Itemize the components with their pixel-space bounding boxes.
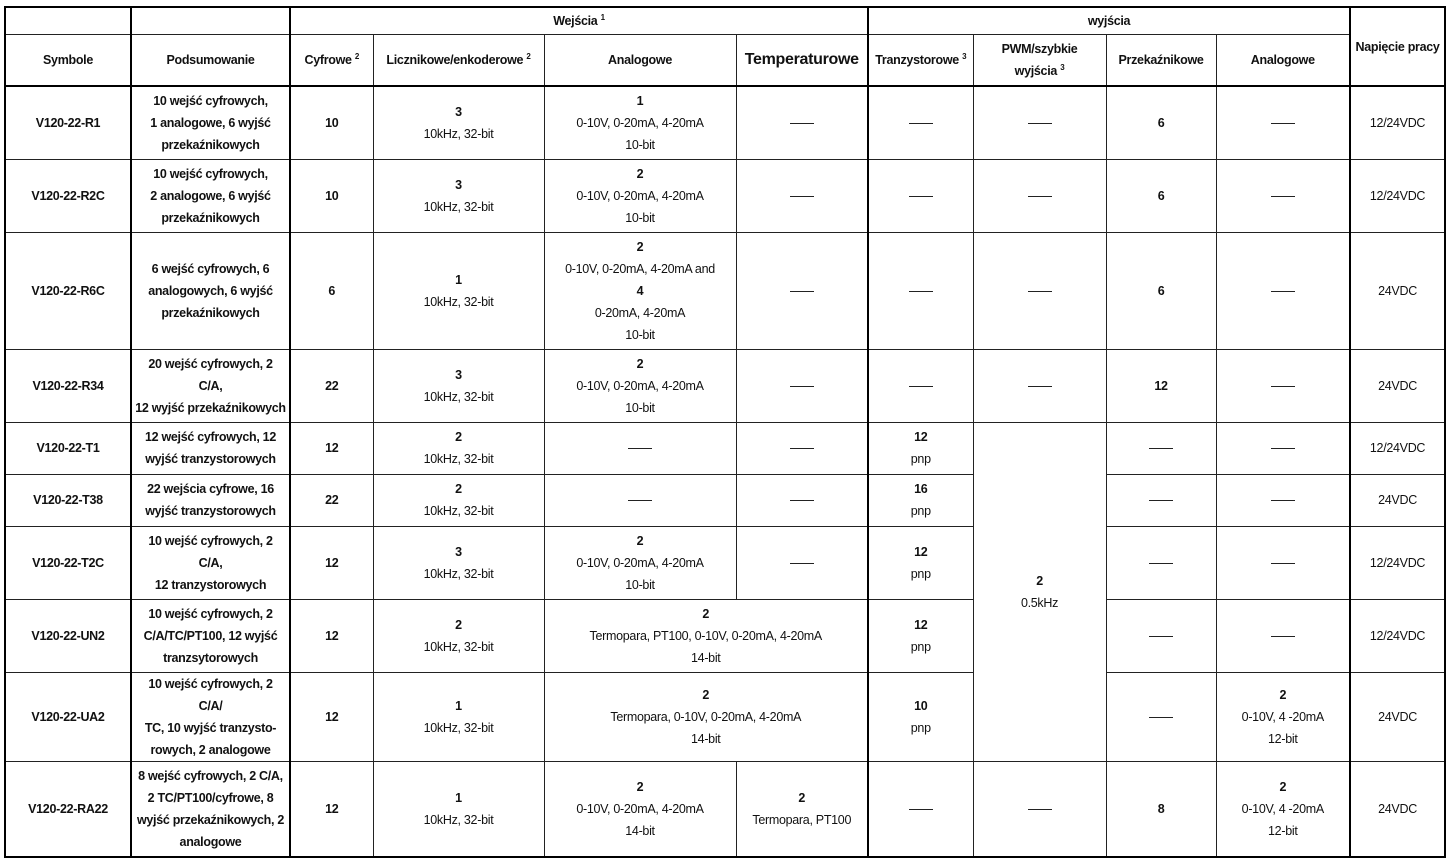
- analog-in-range: 0-10V, 0-20mA, 4-20mA: [576, 801, 704, 816]
- summary-line: wyjść przekaźnikowych, 2: [136, 812, 285, 827]
- transistor-type: pnp: [910, 452, 931, 466]
- dash-icon: [1149, 563, 1173, 564]
- dash-icon: [1028, 196, 1052, 197]
- counter-spec: 10kHz, 32-bit: [423, 452, 494, 466]
- dash-icon: [790, 448, 814, 449]
- summary-line: 10 wejść cyfrowych,: [153, 93, 268, 108]
- digital-cell: [290, 86, 373, 159]
- digital-value: 22: [325, 493, 339, 507]
- dash-icon: [1149, 448, 1173, 449]
- analog-out-cell: [1216, 474, 1350, 526]
- table-row: [5, 672, 1445, 761]
- transistor-cell: [868, 526, 973, 599]
- analog-out-count: 2: [1279, 687, 1287, 702]
- digital-value: 10: [325, 188, 339, 203]
- digital-cell: [290, 761, 373, 857]
- pwm-count: 2: [1036, 573, 1043, 588]
- relay-cell: [1106, 761, 1216, 857]
- header-digital: [290, 35, 373, 87]
- voltage-cell: 12/24VDC: [1350, 599, 1445, 672]
- digital-cell: [290, 422, 373, 474]
- transistor-cell: [868, 349, 973, 422]
- dash-icon: [1028, 809, 1052, 810]
- table-row: [5, 349, 1445, 422]
- summary-line: 8 wejść cyfrowych, 2 C/A,: [138, 768, 283, 783]
- header-summary: Podsumowanie: [131, 35, 290, 87]
- digital-value: 12: [325, 628, 339, 643]
- relay-value: 12: [1154, 378, 1168, 393]
- summary-cell: [131, 159, 290, 232]
- transistor-type: pnp: [910, 720, 931, 735]
- relay-value: 6: [1157, 283, 1165, 298]
- analog-out-cell: [1216, 159, 1350, 232]
- summary-line: 10 wejść cyfrowych, 2 C/A/: [148, 676, 273, 713]
- counter-count: 2: [455, 430, 462, 444]
- summary-line: 22 wejścia cyfrowe, 16: [147, 482, 274, 496]
- transistor-cell: [868, 761, 973, 857]
- outputs-group-header: [868, 7, 1350, 35]
- transistor-cell: [868, 474, 973, 526]
- analog-out-cell: [1216, 761, 1350, 857]
- counter-cell: [373, 86, 544, 159]
- counter-cell: [373, 672, 544, 761]
- dash-icon: [1271, 500, 1295, 501]
- group-header-row: [5, 7, 1445, 35]
- analog-in-cell: [544, 526, 736, 599]
- digital-cell: [290, 159, 373, 232]
- transistor-cell: [868, 422, 973, 474]
- header-relay: Przekaźnikowe: [1106, 35, 1216, 87]
- pwm-frequency: 0.5kHz: [1020, 595, 1059, 610]
- summary-cell: [131, 526, 290, 599]
- digital-cell: [290, 672, 373, 761]
- analog-temp-count: 2: [702, 687, 710, 702]
- relay-cell: [1106, 232, 1216, 349]
- transistor-cell: [868, 86, 973, 159]
- analog-in-range: 0-10V, 0-20mA, 4-20mA and: [565, 261, 715, 276]
- counter-count: 1: [455, 790, 462, 805]
- transistor-count: 16: [914, 482, 928, 496]
- spec-table: [4, 6, 1446, 858]
- counter-cell: [373, 761, 544, 857]
- pwm-cell: [973, 86, 1106, 159]
- pwm-cell: [973, 232, 1106, 349]
- analog-in-count: 2: [636, 356, 644, 371]
- dash-icon: [628, 448, 652, 449]
- summary-line: tranzsytorowych: [163, 650, 258, 665]
- dash-icon: [790, 563, 814, 564]
- analog-in-cell: [544, 474, 736, 526]
- relay-value: 6: [1157, 188, 1165, 203]
- analog-in-range: 0-10V, 0-20mA, 4-20mA: [576, 115, 704, 130]
- summary-line: 10 wejść cyfrowych, 2 C/A,: [148, 533, 273, 570]
- counter-count: 3: [455, 544, 462, 559]
- summary-line: wyjść tranzystorowych: [145, 504, 276, 518]
- temperature-cell: [736, 474, 868, 526]
- analog-out-cell: [1216, 349, 1350, 422]
- pwm-shared-cell: [973, 422, 1106, 761]
- analog-in-resolution: 10-bit: [625, 327, 655, 342]
- dash-icon: [1271, 291, 1295, 292]
- summary-cell: [131, 672, 290, 761]
- transistor-type: pnp: [910, 504, 931, 518]
- pwm-cell: [973, 159, 1106, 232]
- digital-cell: [290, 349, 373, 422]
- voltage-cell: 24VDC: [1350, 761, 1445, 857]
- dash-icon: [628, 500, 652, 501]
- symbol-cell: V120-22-T1: [5, 422, 131, 474]
- analog-in-count: 2: [636, 779, 644, 794]
- summary-line: przekaźnikowych: [161, 137, 260, 152]
- counter-cell: [373, 526, 544, 599]
- temperature-cell: [736, 761, 868, 857]
- analog-in-resolution: 10-bit: [625, 137, 655, 152]
- analog-in-count-2: 4: [636, 283, 644, 298]
- pwm-cell: [973, 761, 1106, 857]
- transistor-cell: [868, 599, 973, 672]
- summary-line: 1 analogowe, 6 wyjść: [150, 115, 271, 130]
- header-analog-inputs: Analogowe: [544, 35, 736, 87]
- dash-icon: [909, 196, 933, 197]
- counter-cell: [373, 599, 544, 672]
- counter-cell: [373, 349, 544, 422]
- header-counter-label: Licznikowe/enkoderowe: [386, 53, 524, 67]
- header-pwm-line1: PWM/szybkie: [1001, 42, 1078, 56]
- header-transistor: [868, 35, 973, 87]
- table-row: [5, 86, 1445, 159]
- analog-out-resolution: 12-bit: [1268, 731, 1298, 746]
- inputs-group-label: Wejścia: [553, 14, 598, 28]
- dash-icon: [1271, 448, 1295, 449]
- dash-icon: [909, 123, 933, 124]
- transistor-type: pnp: [910, 566, 931, 581]
- relay-cell: [1106, 159, 1216, 232]
- relay-cell: [1106, 349, 1216, 422]
- analog-in-cell: [544, 232, 736, 349]
- dash-icon: [790, 123, 814, 124]
- temperature-count: 2: [798, 790, 806, 805]
- temperature-cell: [736, 159, 868, 232]
- table-row: [5, 761, 1445, 857]
- transistor-type: pnp: [910, 639, 931, 654]
- summary-line: 12 wyjść przekaźnikowych: [135, 400, 286, 415]
- voltage-cell: 12/24VDC: [1350, 422, 1445, 474]
- counter-count: 1: [455, 698, 462, 713]
- analog-in-cell: [544, 86, 736, 159]
- analog-temp-cell: [544, 599, 868, 672]
- temperature-cell: [736, 232, 868, 349]
- summary-line: przekaźnikowych: [161, 210, 260, 225]
- digital-value: 12: [325, 441, 339, 455]
- footnote-marker: 1: [600, 12, 605, 22]
- temperature-cell: [736, 526, 868, 599]
- analog-out-cell: [1216, 232, 1350, 349]
- header-symbol: Symbole: [5, 35, 131, 87]
- relay-value: 6: [1157, 115, 1165, 130]
- symbol-cell: V120-22-R6C: [5, 232, 131, 349]
- transistor-count: 10: [914, 698, 928, 713]
- dash-icon: [1028, 291, 1052, 292]
- dash-icon: [790, 291, 814, 292]
- analog-in-cell: [544, 761, 736, 857]
- analog-in-resolution: 10-bit: [625, 210, 655, 225]
- analog-in-cell: [544, 159, 736, 232]
- dash-icon: [1149, 636, 1173, 637]
- dash-icon: [1149, 717, 1173, 718]
- counter-count: 2: [455, 482, 462, 496]
- counter-spec: 10kHz, 32-bit: [423, 504, 494, 518]
- analog-in-resolution: 10-bit: [625, 400, 655, 415]
- summary-line: 10 wejść cyfrowych, 2: [148, 606, 273, 621]
- voltage-cell: 24VDC: [1350, 349, 1445, 422]
- table-row: [5, 474, 1445, 526]
- analog-in-range: 0-10V, 0-20mA, 4-20mA: [576, 188, 704, 203]
- digital-cell: [290, 474, 373, 526]
- summary-line: 20 wejść cyfrowych, 2 C/A,: [148, 356, 273, 393]
- digital-value: 12: [325, 801, 339, 816]
- transistor-cell: [868, 159, 973, 232]
- voltage-cell: 12/24VDC: [1350, 526, 1445, 599]
- summary-line: 2 TC/PT100/cyfrowe, 8: [147, 790, 274, 805]
- pwm-cell: [973, 349, 1106, 422]
- analog-out-cell: [1216, 599, 1350, 672]
- symbol-cell: V120-22-R34: [5, 349, 131, 422]
- summary-line: C/A/TC/PT100, 12 wyjść: [143, 628, 278, 643]
- analog-out-cell: [1216, 422, 1350, 474]
- transistor-count: 12: [914, 430, 928, 444]
- analog-in-range: 0-10V, 0-20mA, 4-20mA: [576, 555, 704, 570]
- dash-icon: [790, 196, 814, 197]
- dash-icon: [1149, 500, 1173, 501]
- analog-out-range: 0-10V, 4 -20mA: [1241, 709, 1324, 724]
- voltage-cell: 24VDC: [1350, 232, 1445, 349]
- dash-icon: [790, 386, 814, 387]
- analog-out-cell: [1216, 526, 1350, 599]
- transistor-cell: [868, 672, 973, 761]
- summary-line: przekaźnikowych: [161, 305, 260, 320]
- digital-cell: [290, 599, 373, 672]
- temperature-cell: [736, 86, 868, 159]
- summary-cell: [131, 232, 290, 349]
- counter-spec: 10kHz, 32-bit: [423, 199, 494, 214]
- summary-cell: [131, 599, 290, 672]
- dash-icon: [790, 500, 814, 501]
- counter-spec: 10kHz, 32-bit: [423, 720, 494, 735]
- voltage-cell: 24VDC: [1350, 474, 1445, 526]
- footnote-marker: 2: [354, 51, 360, 61]
- counter-cell: [373, 422, 544, 474]
- voltage-cell: 12/24VDC: [1350, 159, 1445, 232]
- counter-count: 2: [455, 617, 462, 632]
- counter-spec: 10kHz, 32-bit: [423, 566, 494, 581]
- summary-line: analogowych, 6 wyjść: [148, 283, 273, 298]
- dash-icon: [909, 809, 933, 810]
- dash-icon: [909, 386, 933, 387]
- symbol-cell: V120-22-T2C: [5, 526, 131, 599]
- digital-value: 6: [328, 283, 336, 298]
- digital-value: 12: [325, 709, 339, 724]
- empty-corner-cell: [131, 7, 290, 35]
- dash-icon: [1028, 386, 1052, 387]
- voltage-cell: 12/24VDC: [1350, 86, 1445, 159]
- summary-line: 10 wejść cyfrowych,: [153, 166, 268, 181]
- counter-spec: 10kHz, 32-bit: [423, 294, 494, 309]
- temperature-cell: [736, 422, 868, 474]
- inputs-group-header: [290, 7, 868, 35]
- counter-cell: [373, 474, 544, 526]
- header-temperature: Temperaturowe: [736, 35, 868, 87]
- summary-line: TC, 10 wyjść tranzysto-: [144, 720, 277, 735]
- header-counter: [373, 35, 544, 87]
- summary-cell: [131, 349, 290, 422]
- dash-icon: [1271, 196, 1295, 197]
- symbol-cell: V120-22-R2C: [5, 159, 131, 232]
- summary-cell: [131, 474, 290, 526]
- digital-value: 12: [325, 555, 339, 570]
- summary-line: wyjść tranzystorowych: [145, 452, 276, 466]
- relay-value: 8: [1157, 801, 1165, 816]
- analog-out-count: 2: [1279, 779, 1287, 794]
- analog-in-count: 1: [636, 93, 644, 108]
- analog-in-count: 2: [636, 533, 644, 548]
- table-row: [5, 599, 1445, 672]
- counter-count: 1: [455, 272, 462, 287]
- counter-spec: 10kHz, 32-bit: [423, 389, 494, 404]
- dash-icon: [1028, 123, 1052, 124]
- counter-spec: 10kHz, 32-bit: [423, 639, 494, 654]
- summary-line: 6 wejść cyfrowych, 6: [151, 261, 270, 276]
- analog-in-range-2: 0-20mA, 4-20mA: [594, 305, 686, 320]
- summary-line: rowych, 2 analogowe: [150, 742, 271, 757]
- voltage-cell: 24VDC: [1350, 672, 1445, 761]
- transistor-count: 12: [914, 544, 928, 559]
- analog-in-count: 2: [636, 239, 644, 254]
- summary-line: 12 wejść cyfrowych, 12: [145, 430, 276, 444]
- counter-cell: [373, 159, 544, 232]
- table-row: [5, 422, 1445, 474]
- header-analog-outputs: Analogowe: [1216, 35, 1350, 87]
- summary-line: analogowe: [179, 834, 242, 849]
- summary-line: 2 analogowe, 6 wyjść: [150, 188, 271, 203]
- summary-cell: [131, 86, 290, 159]
- symbol-cell: V120-22-R1: [5, 86, 131, 159]
- header-pwm-line2: wyjścia: [1014, 64, 1058, 78]
- header-voltage: Napięcie pracy: [1350, 7, 1445, 86]
- counter-spec: 10kHz, 32-bit: [423, 126, 494, 141]
- column-header-row: [5, 35, 1445, 87]
- outputs-group-label: wyjścia: [1087, 14, 1131, 28]
- symbol-cell: V120-22-UN2: [5, 599, 131, 672]
- counter-count: 3: [455, 177, 462, 192]
- footnote-marker: 2: [526, 51, 531, 61]
- analog-temp-resolution: 14-bit: [691, 731, 721, 746]
- counter-count: 3: [455, 104, 462, 119]
- header-digital-label: Cyfrowe: [304, 53, 352, 67]
- dash-icon: [909, 291, 933, 292]
- analog-in-cell: [544, 349, 736, 422]
- analog-temp-range: Termopara, 0-10V, 0-20mA, 4-20mA: [610, 709, 802, 724]
- digital-cell: [290, 232, 373, 349]
- temperature-type: Termopara, PT100: [752, 812, 852, 827]
- symbol-cell: V120-22-UA2: [5, 672, 131, 761]
- analog-in-cell: [544, 422, 736, 474]
- analog-temp-resolution: 14-bit: [691, 650, 721, 665]
- symbol-cell: V120-22-RA22: [5, 761, 131, 857]
- summary-line: 12 tranzystorowych: [154, 577, 267, 592]
- digital-value: 22: [325, 378, 339, 393]
- analog-out-cell: [1216, 86, 1350, 159]
- analog-in-range: 0-10V, 0-20mA, 4-20mA: [576, 378, 704, 393]
- transistor-count: 12: [914, 617, 928, 632]
- header-pwm: [973, 35, 1106, 87]
- table-row: [5, 526, 1445, 599]
- footnote-marker: 3: [962, 51, 967, 61]
- footnote-marker: 3: [1060, 62, 1065, 72]
- summary-cell: [131, 761, 290, 857]
- relay-cell: [1106, 672, 1216, 761]
- dash-icon: [1271, 636, 1295, 637]
- dash-icon: [1271, 123, 1295, 124]
- relay-cell: [1106, 599, 1216, 672]
- table-row: [5, 232, 1445, 349]
- analog-out-resolution: 12-bit: [1268, 823, 1298, 838]
- analog-out-range: 0-10V, 4 -20mA: [1241, 801, 1324, 816]
- counter-cell: [373, 232, 544, 349]
- analog-temp-range: Termopara, PT100, 0-10V, 0-20mA, 4-20mA: [589, 628, 822, 643]
- spec-table-container: [4, 6, 1446, 858]
- analog-in-count: 2: [636, 166, 644, 181]
- relay-cell: [1106, 422, 1216, 474]
- header-transistor-label: Tranzystorowe: [875, 53, 959, 67]
- empty-corner-cell: [5, 7, 131, 35]
- summary-cell: [131, 422, 290, 474]
- relay-cell: [1106, 86, 1216, 159]
- dash-icon: [1271, 386, 1295, 387]
- analog-temp-cell: [544, 672, 868, 761]
- analog-out-cell: [1216, 672, 1350, 761]
- table-row: [5, 159, 1445, 232]
- analog-in-resolution: 14-bit: [625, 823, 655, 838]
- digital-value: 10: [325, 115, 339, 130]
- counter-count: 3: [455, 367, 462, 382]
- analog-temp-count: 2: [702, 606, 710, 621]
- relay-cell: [1106, 526, 1216, 599]
- counter-spec: 10kHz, 32-bit: [423, 812, 494, 827]
- transistor-cell: [868, 232, 973, 349]
- symbol-cell: V120-22-T38: [5, 474, 131, 526]
- relay-cell: [1106, 474, 1216, 526]
- digital-cell: [290, 526, 373, 599]
- analog-in-resolution: 10-bit: [625, 577, 655, 592]
- temperature-cell: [736, 349, 868, 422]
- dash-icon: [1271, 563, 1295, 564]
